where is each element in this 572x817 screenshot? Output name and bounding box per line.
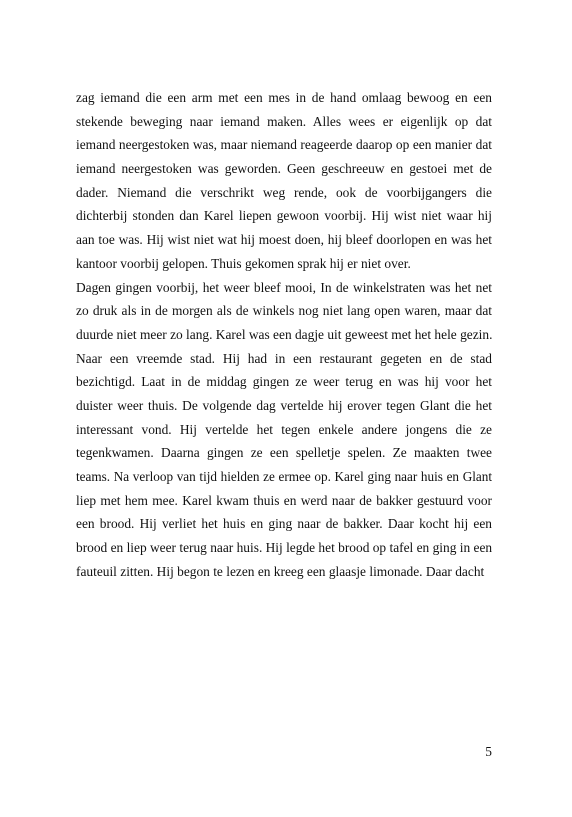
text-line: fauteuil zitten. Hij begon te lezen en kreeg een glaasje limonade. Daar dacht	[76, 563, 485, 579]
text-line: zo druk als in de morgen als de winkels nog niet lang open waren, maar dat	[76, 303, 492, 319]
text-line: iemand neergestoken was, maar niemand reageerde daarop op een manier dat	[76, 137, 492, 153]
text-line: zag iemand die een arm met een mes in de hand omlaag bewoog en een	[76, 90, 492, 105]
text-line: bezichtigd. Laat in de middag gingen ze weer terug en was hij voor het	[76, 374, 492, 390]
body-text	[76, 86, 492, 583]
text-line: aan toe was. Hij wist niet wat hij moest doen, hij bleef doorlopen en was het	[76, 232, 492, 248]
text-line: duurde niet meer zo lang. Karel was een dagje uit geweest met het hele gezin.	[76, 326, 492, 342]
text-line: Naar een vreemde stad. Hij had in een restaurant gegeten en de stad	[76, 350, 492, 366]
text-line: liep met hem mee. Karel kwam thuis en werd naar de bakker gestuurd voor	[76, 492, 492, 508]
text-line: dader. Niemand die verschrikt weg rende, ook de voorbijgangers die	[76, 184, 492, 200]
text-line: duister weer thuis. De volgende dag vertelde hij erover tegen Glant die het	[76, 397, 492, 413]
text-line: tegenkwamen. Daarna gingen ze een spelletje spelen. Ze maakten twee	[76, 445, 492, 461]
paragraph-2	[76, 276, 492, 584]
text-line: Dagen gingen voorbij, het weer bleef mooi, In de winkelstraten was het net	[76, 279, 492, 295]
text-line: stekende beweging naar iemand maken. Alles wees er eigenlijk op dat	[76, 113, 492, 129]
text-line: interessant vond. Hij vertelde het tegen enkele andere jongens die ze	[76, 421, 492, 437]
text-line: teams. Na verloop van tijd hielden ze ermee op. Karel ging naar huis en Glant	[76, 469, 492, 484]
text-line: kantoor voorbij gelopen. Thuis gekomen sprak hij er niet over.	[76, 255, 411, 271]
text-line: iemand neergestoken was geworden. Geen geschreeuw en gestoei met de	[76, 161, 492, 177]
text-line: een brood. Hij verliet het huis en ging naar de bakker. Daar kocht hij een	[76, 516, 492, 532]
text-line: brood en liep weer terug naar huis. Hij legde het brood op tafel en ging in een	[76, 540, 492, 556]
text-line: dichterbij stonden dan Karel liepen gewoon voorbij. Hij wist niet waar hij	[76, 208, 492, 224]
page-number: 5	[485, 744, 492, 759]
paragraph-1	[76, 86, 492, 276]
